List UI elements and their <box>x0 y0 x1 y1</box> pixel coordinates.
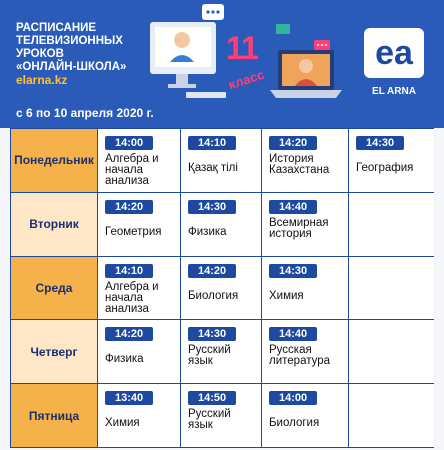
schedule-table <box>10 128 434 448</box>
lesson-time: 14:00 <box>269 391 317 405</box>
lesson-time: 14:30 <box>356 136 404 150</box>
lesson-time: 14:20 <box>269 136 317 150</box>
lesson-subject: Физика <box>105 353 144 366</box>
el-arna-logo-icon <box>364 28 424 78</box>
lesson-time: 14:10 <box>188 136 236 150</box>
lesson-subject: География <box>356 162 414 174</box>
day-tuesday: Вторник <box>11 193 97 256</box>
flag-icon <box>276 24 290 34</box>
lesson-subject: Всемирная история <box>269 216 329 240</box>
site-link[interactable]: elarna.kz <box>16 73 68 87</box>
header-banner <box>0 0 444 128</box>
lesson-time: 14:30 <box>269 264 317 278</box>
lesson-subject: Физика <box>188 225 227 238</box>
lesson-time: 13:40 <box>105 391 153 405</box>
empty-cell <box>349 193 434 256</box>
grade-label: класс <box>226 66 267 93</box>
keyboard-icon <box>186 92 226 98</box>
lesson-subject: Алгебра и начала анализа <box>105 280 159 315</box>
lesson-cell <box>181 257 261 320</box>
lesson-subject: История Казахстана <box>269 153 330 176</box>
lesson-cell <box>181 129 261 192</box>
lesson-subject: Биология <box>269 417 320 430</box>
lesson-subject: Геометрия <box>105 225 162 238</box>
lesson-subject: Алгебра и начала анализа <box>105 153 159 187</box>
lesson-subject: Химия <box>269 289 304 302</box>
day-monday: Понедельник <box>11 129 97 192</box>
lesson-time: 14:10 <box>105 264 153 278</box>
lesson-subject: Химия <box>105 417 140 430</box>
lesson-subject: Биология <box>188 289 239 302</box>
lesson-cell <box>262 257 348 320</box>
lesson-subject: Русский язык <box>188 408 231 432</box>
title-line: «ОНЛАЙН-ШКОЛА» <box>16 61 127 73</box>
lesson-cell <box>98 193 180 256</box>
lesson-subject: Русский язык <box>188 344 231 368</box>
lesson-subject: Қазақ тілі <box>188 162 238 174</box>
grade-number: 11 <box>226 30 258 66</box>
lesson-cell <box>262 129 348 192</box>
title-line: ТЕЛЕВИЗИОННЫХ <box>16 35 123 47</box>
empty-cell <box>349 320 434 383</box>
day-wednesday: Среда <box>11 257 97 320</box>
lesson-cell <box>181 384 261 447</box>
lesson-cell <box>262 320 348 383</box>
lesson-time: 14:00 <box>105 136 153 150</box>
lesson-cell <box>181 320 261 383</box>
lesson-time: 14:40 <box>269 327 317 341</box>
lesson-time: 14:40 <box>269 200 317 214</box>
lesson-time: 14:30 <box>188 200 236 214</box>
lesson-time: 14:20 <box>188 264 236 278</box>
lesson-time: 14:30 <box>188 327 236 341</box>
lesson-cell <box>262 193 348 256</box>
empty-cell <box>349 384 434 447</box>
lesson-time: 14:50 <box>188 391 236 405</box>
lesson-time: 14:20 <box>105 327 153 341</box>
title-line: УРОКОВ <box>16 48 64 60</box>
day-friday: Пятница <box>11 384 97 447</box>
date-range: с 6 по 10 апреля 2020 г. <box>16 106 154 120</box>
lesson-cell <box>262 384 348 447</box>
empty-cell <box>349 257 434 320</box>
lesson-cell <box>349 129 434 192</box>
lesson-cell <box>98 129 180 192</box>
lesson-cell <box>98 320 180 383</box>
day-thursday: Четверг <box>11 320 97 383</box>
lesson-subject: Русская литература <box>269 344 331 368</box>
lesson-cell <box>181 193 261 256</box>
svg-text:ea: ea <box>375 34 413 72</box>
lesson-time: 14:20 <box>105 200 153 214</box>
lesson-cell <box>98 257 180 320</box>
schedule-title <box>16 22 126 87</box>
lesson-cell <box>98 384 180 447</box>
title-line: РАСПИСАНИЕ <box>16 22 97 34</box>
logo-name: EL ARNA <box>372 86 416 97</box>
